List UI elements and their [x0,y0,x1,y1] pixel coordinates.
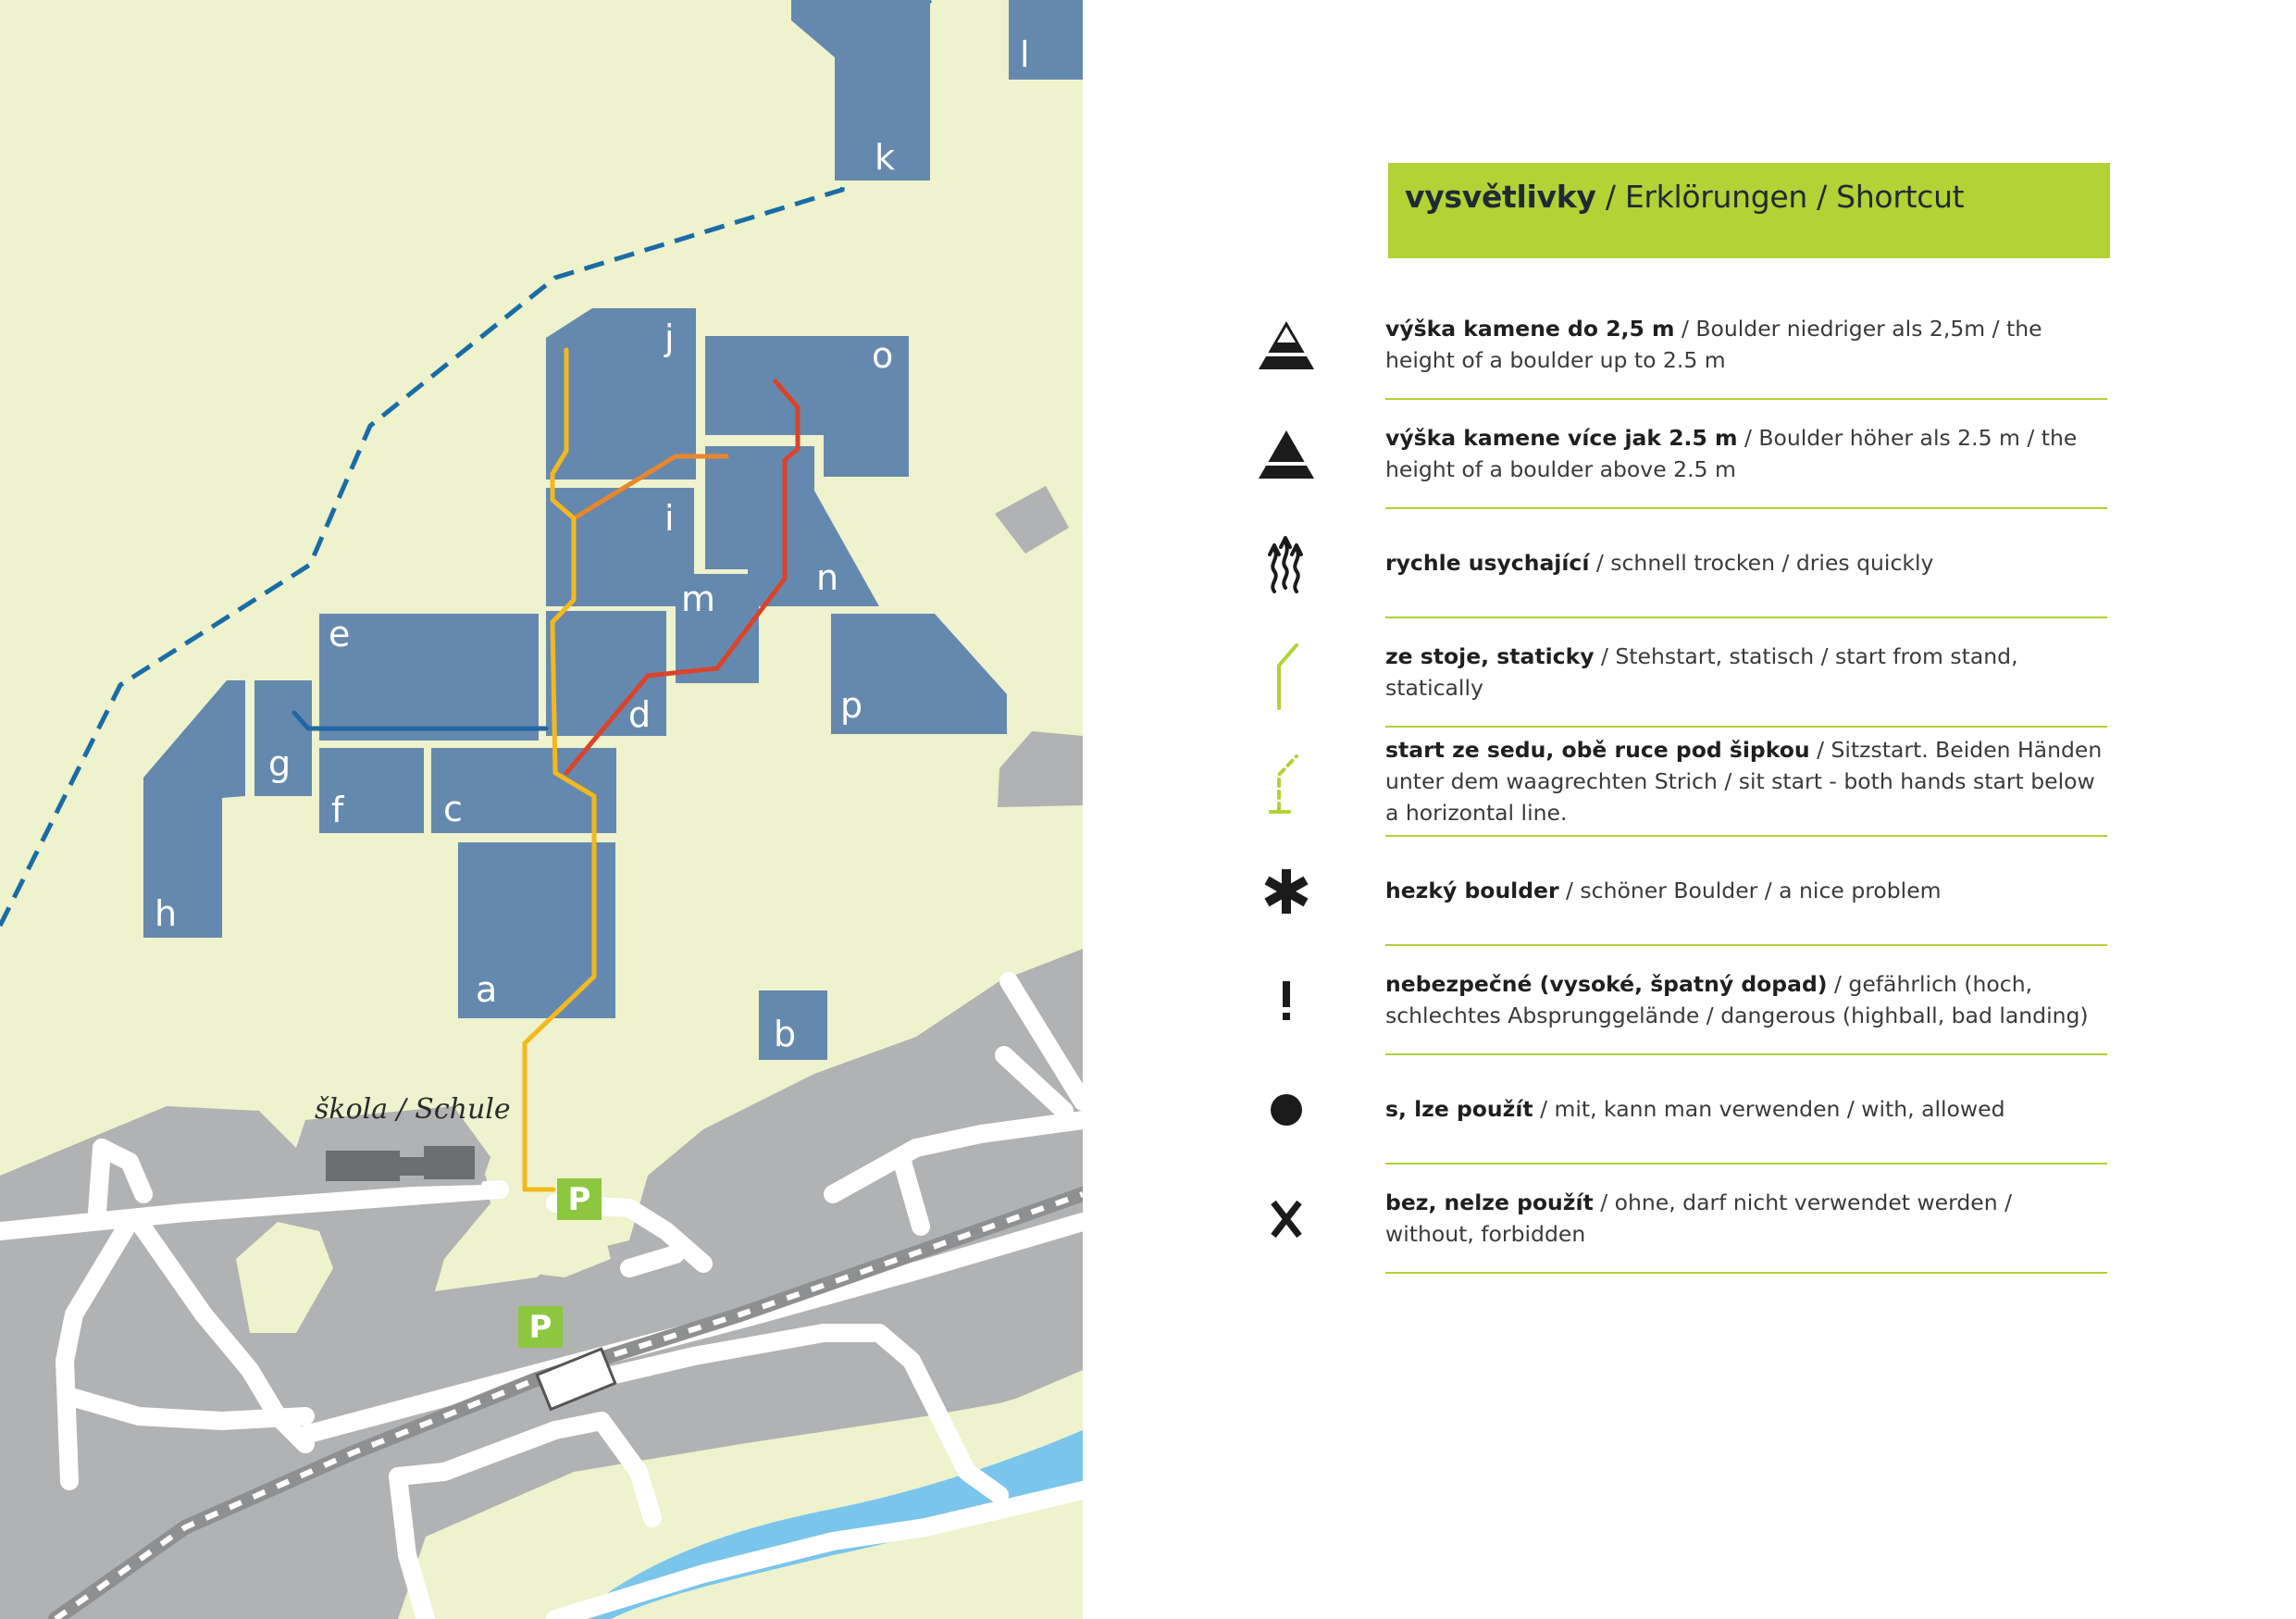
boulder-label-k: k [875,137,896,178]
asterisk-icon [1249,837,1323,946]
boulder-label-m: m [681,579,716,619]
triangle-filled-icon [1249,400,1323,509]
x-icon [1249,1164,1323,1274]
school-label: škola / Schule [315,1093,511,1126]
legend-text [1385,618,2107,728]
legend-row [1231,400,2110,509]
legend-term: s, lze použít [1385,1096,1533,1122]
legend-header [1388,163,2110,258]
boulder-label-n: n [816,557,839,598]
legend-term: rychle usychající [1385,550,1590,576]
legend-term: výška kamene více jak 2.5 m [1385,425,1738,451]
dot-icon [1249,1055,1323,1164]
legend-term: start ze sedu, obě ruce pod šipkou [1385,737,1810,763]
boulder-label-f: f [331,790,344,830]
legend-desc: / Boulder höher als 2.5 m / the height of a boulder above 2.5 m [1385,425,2078,482]
legend-row [1231,946,2110,1055]
legend-desc: / ohne, darf nicht verwendet werden / without, forbidden [1385,1189,2013,1247]
legend-row [1231,618,2110,728]
triangle-outline-icon [1249,291,1323,400]
legend-term: výška kamene do 2,5 m [1385,316,1675,342]
legend-panel [1231,163,2110,1274]
boulder-label-e: e [329,614,351,654]
boulder-label-p: p [840,685,863,726]
legend-desc: / gefährlich (hoch, schlechtes Absprunggelände / dangerous (highball, bad landing) [1385,971,2089,1028]
boulder-label-b: b [774,1014,797,1054]
legend-header-bold: vysvětlivky [1405,179,1596,215]
legend-desc: / Stehstart, statisch / start from stand, statically [1385,643,2018,701]
legend-desc: / Sitzstart. Beiden Händen unter dem waagrechten Strich / sit start - both hands start below a horizontal line. [1385,737,2103,826]
legend-row [1231,1164,2110,1274]
parking-1 [557,1178,602,1220]
boulder-label-l: l [1020,34,1030,75]
sit-start-dashed-icon [1249,728,1323,837]
legend-term: ze stoje, staticky [1385,643,1595,669]
legend-text [1385,837,2107,946]
legend-text [1385,728,2107,837]
legend-text [1385,509,2107,618]
legend-text [1385,400,2107,509]
boulder-e [319,614,539,741]
svg-text:P: P [528,1309,552,1346]
boulder-label-j: j [664,318,675,358]
legend-term: hezký boulder [1385,878,1559,903]
legend-text [1385,291,2107,400]
exclamation-icon [1249,946,1323,1055]
wavy-arrows-icon [1249,509,1323,618]
boulder-label-o: o [872,335,894,376]
legend-term: bez, nelze použít [1385,1189,1594,1215]
svg-text:P: P [567,1181,591,1218]
boulder-label-i: i [664,498,675,539]
legend-text [1385,946,2107,1055]
legend-text [1385,1055,2107,1164]
legend-desc: / schnell trocken / dries quickly [1589,550,1934,576]
legend-text [1385,1164,2107,1274]
boulder-label-h: h [155,893,178,934]
legend-row [1231,728,2110,837]
legend-desc: / schöner Boulder / a nice problem [1558,878,1942,903]
boulder-label-a: a [476,969,498,1010]
legend-row [1231,1055,2110,1164]
legend-header-rest: / Erklörungen / Shortcut [1595,179,1965,215]
legend-row [1231,837,2110,946]
legend-desc: / Boulder niedriger als 2,5m / the height of a boulder up to 2.5 m [1385,316,2042,373]
legend-desc: / mit, kann man verwenden / with, allowed [1533,1096,2005,1122]
parking-2 [518,1306,563,1348]
stand-start-line-icon [1249,618,1323,728]
boulder-area-map [0,0,1083,1619]
legend-rows [1231,291,2110,1274]
boulder-label-c: c [443,789,463,829]
legend-row [1231,291,2110,400]
boulder-label-d: d [628,694,652,735]
boulder-label-g: g [268,743,292,784]
legend-row [1231,509,2110,618]
legend-term: nebezpečné (vysoké, špatný dopad) [1385,971,1828,997]
